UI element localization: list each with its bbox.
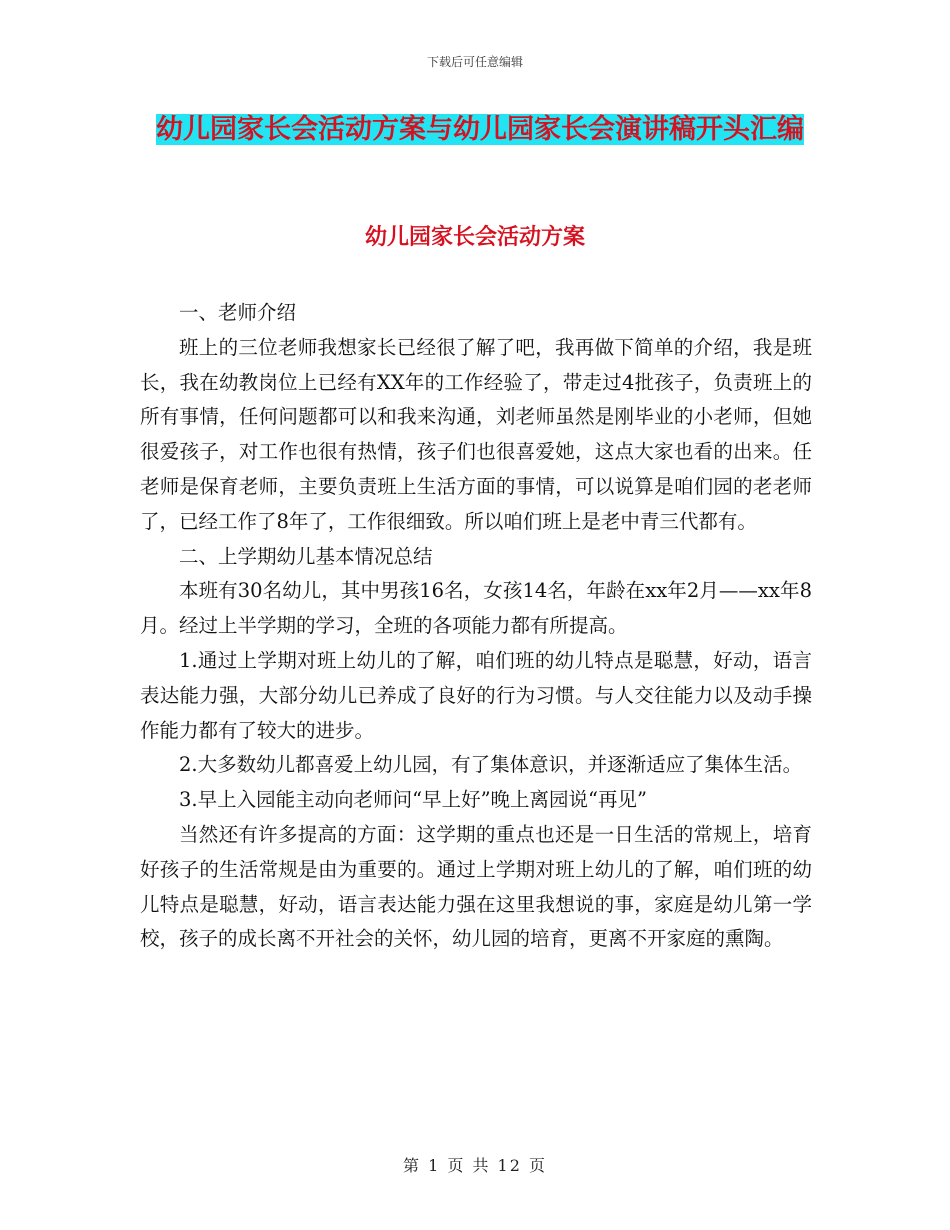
document-body [140,296,812,957]
paragraph-improvements: 当然还有许多提高的方面：这学期的重点也还是一日生活的常规上，培育好孩子的生活常规是由为重要的。通过上学期对班上幼儿的了解，咱们班的幼儿特点是聪慧，好动，语言表达能力强在这里我想说的事，家庭是幼儿第一学校，孩子的成长离不开社会的关怀，幼儿园的培育，更离不开家庭的熏陶。 [140,822,812,951]
document-title-text: 幼儿园家长会活动方案与幼儿园家长会演讲稿开头汇编 [156,114,804,145]
header-note: 下载后可任意编辑 [426,55,523,69]
document-title [140,106,820,154]
page-footer: 第 1 页 共 12 页 [403,1156,547,1175]
paragraph-point-3: 3.早上入园能主动向老师问“早上好”晚上离园说“再见” [179,788,647,812]
section-title: 幼儿园家长会活动方案 [364,225,585,250]
paragraph-class-stats: 本班有30名幼儿，其中男孩16名，女孩14名，年龄在xx年2月——xx年8月。经过上半学期的学习，全班的各项能力都有所提高。 [140,579,812,638]
paragraph-heading-teachers: 一、老师介绍 [179,301,297,324]
paragraph-heading-summary: 二、上学期幼儿基本情况总结 [179,544,433,568]
paragraph-point-2: 2.大多数幼儿都喜爱上幼儿园，有了集体意识，并逐渐适应了集体生活。 [179,753,803,777]
paragraph-point-1: 1.通过上学期对班上幼儿的了解，咱们班的幼儿特点是聪慧，好动，语言表达能力强，大部分幼儿已养成了良好的行为习惯。与人交往能力以及动手操作能力都有了较大的进步。 [140,648,812,742]
paragraph-teachers-intro: 班上的三位老师我想家长已经很了解了吧，我再做下简单的介绍，我是班长，我在幼教岗位上已经有XX年的工作经验了，带走过4批孩子，负责班上的所有事情，任何问题都可以和我来沟通，刘老师虽然是刚毕业的小老师，但她很爱孩子，对工作也很有热情，孩子们也很喜爱她，这点大家也看的出来。任老师是保育老师，主要负责班上生活方面的事情，可以说算是咱们园的老老师了，已经工作了8年了，工作很细致。所以咱们班上是老中青三代都有。 [140,335,812,533]
